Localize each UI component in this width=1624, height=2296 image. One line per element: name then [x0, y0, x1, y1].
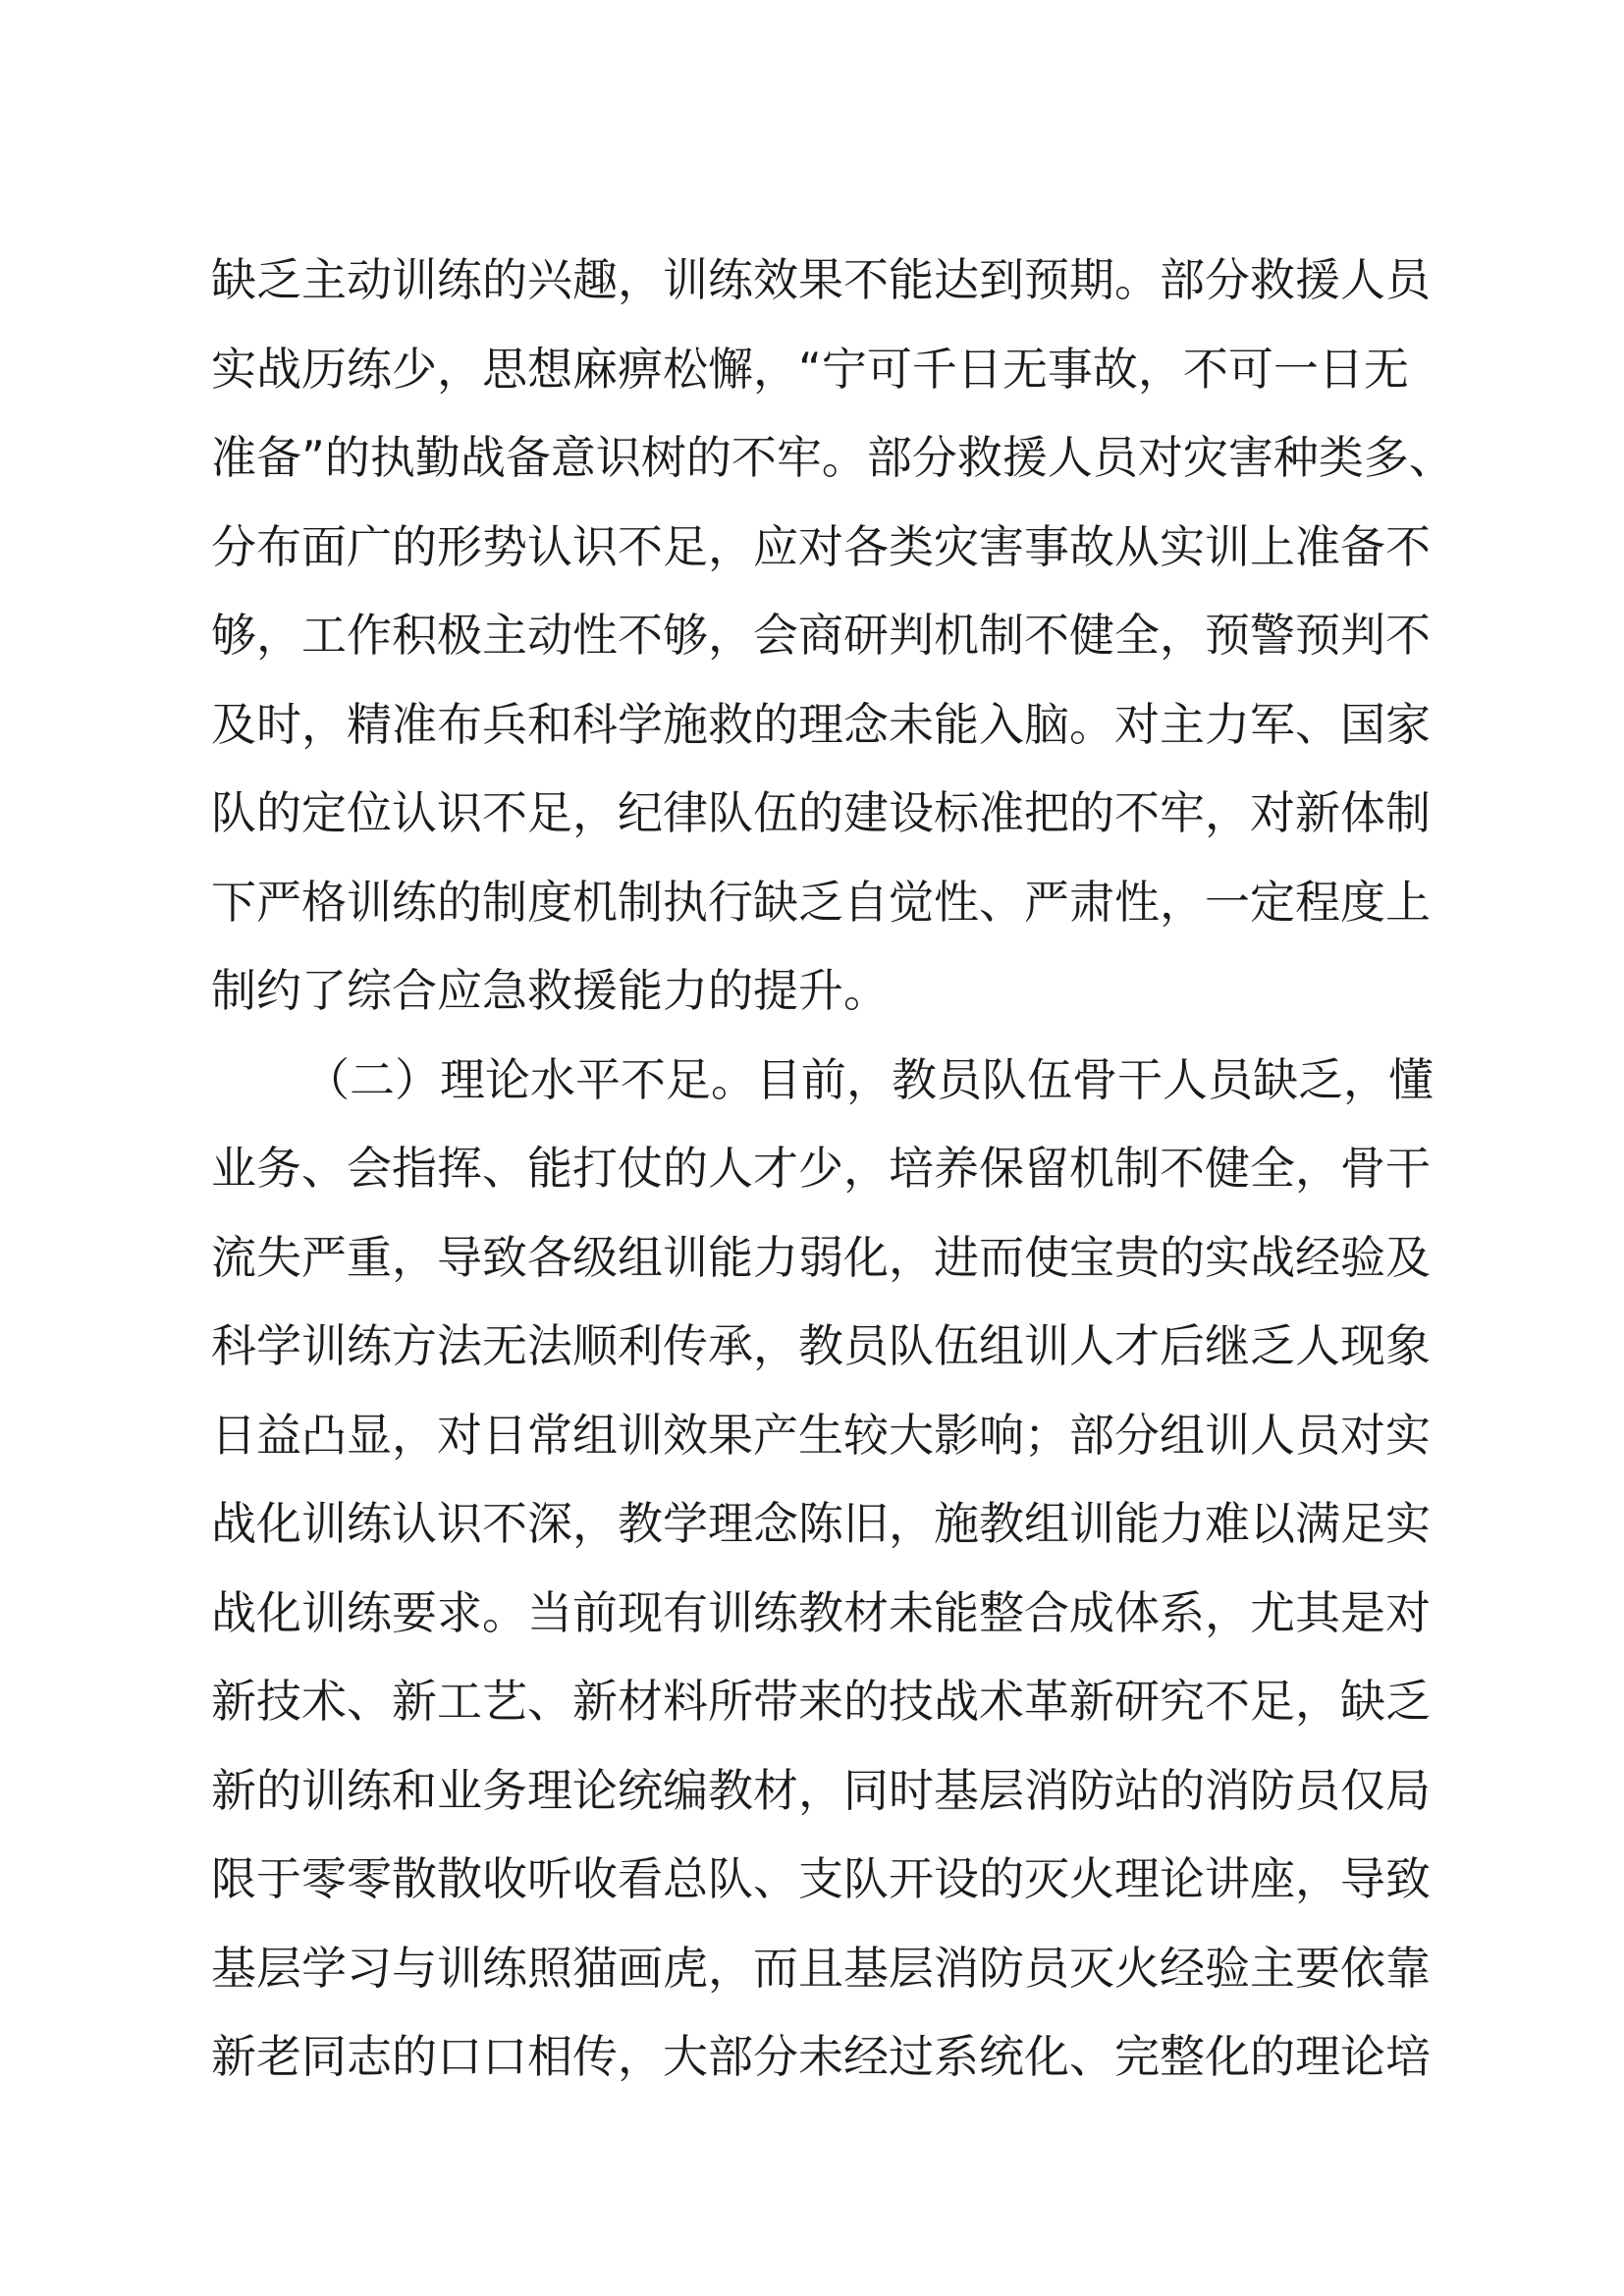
section-heading-line: （二）理论水平不足。目前，教员队伍骨干人员缺乏，懂 — [304, 1052, 1434, 1106]
text-line: 基层学习与训练照猫画虎，而且基层消防员灭火经验主要依靠 — [211, 1941, 1431, 1995]
text-line: 日益凸显，对日常组训效果产生较大影响；部分组训人员对实 — [211, 1408, 1431, 1462]
text-line: 分布面广的形势认识不足，应对各类灾害事故从实训上准备不 — [211, 519, 1431, 573]
text-line: 新的训练和业务理论统编教材，同时基层消防站的消防员仅局 — [211, 1763, 1431, 1817]
text-line: 业务、会指挥、能打仗的人才少，培养保留机制不健全，骨干 — [211, 1142, 1431, 1195]
text-line: 缺乏主动训练的兴趣，训练效果不能达到预期。部分救援人员 — [211, 253, 1431, 306]
text-line: 制约了综合应急救援能力的提升。 — [211, 964, 889, 1017]
text-line: 科学训练方法无法顺利传承，教员队伍组训人才后继乏人现象 — [211, 1319, 1431, 1372]
text-line: 下严格训练的制度机制执行缺乏自觉性、严肃性，一定程度上 — [211, 875, 1431, 929]
text-line: 准备”的执勤战备意识树的不牢。部分救援人员对灾害种类多、 — [211, 431, 1454, 484]
text-line: 够，工作积极主动性不够，会商研判机制不健全，预警预判不 — [211, 609, 1431, 662]
text-line: 及时，精准布兵和科学施救的理念未能入脑。对主力军、国家 — [211, 697, 1431, 751]
body-text — [211, 247, 1454, 2113]
text-line: 限于零零散散收听收看总队、支队开设的灭火理论讲座，导致 — [211, 1852, 1431, 1905]
text-line: 新老同志的口口相传，大部分未经过系统化、完整化的理论培 — [211, 2030, 1431, 2083]
text-line: 战化训练认识不深，教学理念陈旧，施教组训能力难以满足实 — [211, 1497, 1431, 1550]
text-line: 流失严重，导致各级组训能力弱化，进而使宝贵的实战经验及 — [211, 1230, 1431, 1284]
text-line: 队的定位认识不足，纪律队伍的建设标准把的不牢，对新体制 — [211, 786, 1431, 839]
text-line: 战化训练要求。当前现有训练教材未能整合成体系，尤其是对 — [211, 1585, 1431, 1639]
text-line: 实战历练少，思想麻痹松懈，“宁可千日无事故，不可一日无 — [211, 342, 1409, 396]
text-line: 新技术、新工艺、新材料所带来的技战术革新研究不足，缺乏 — [211, 1675, 1431, 1728]
